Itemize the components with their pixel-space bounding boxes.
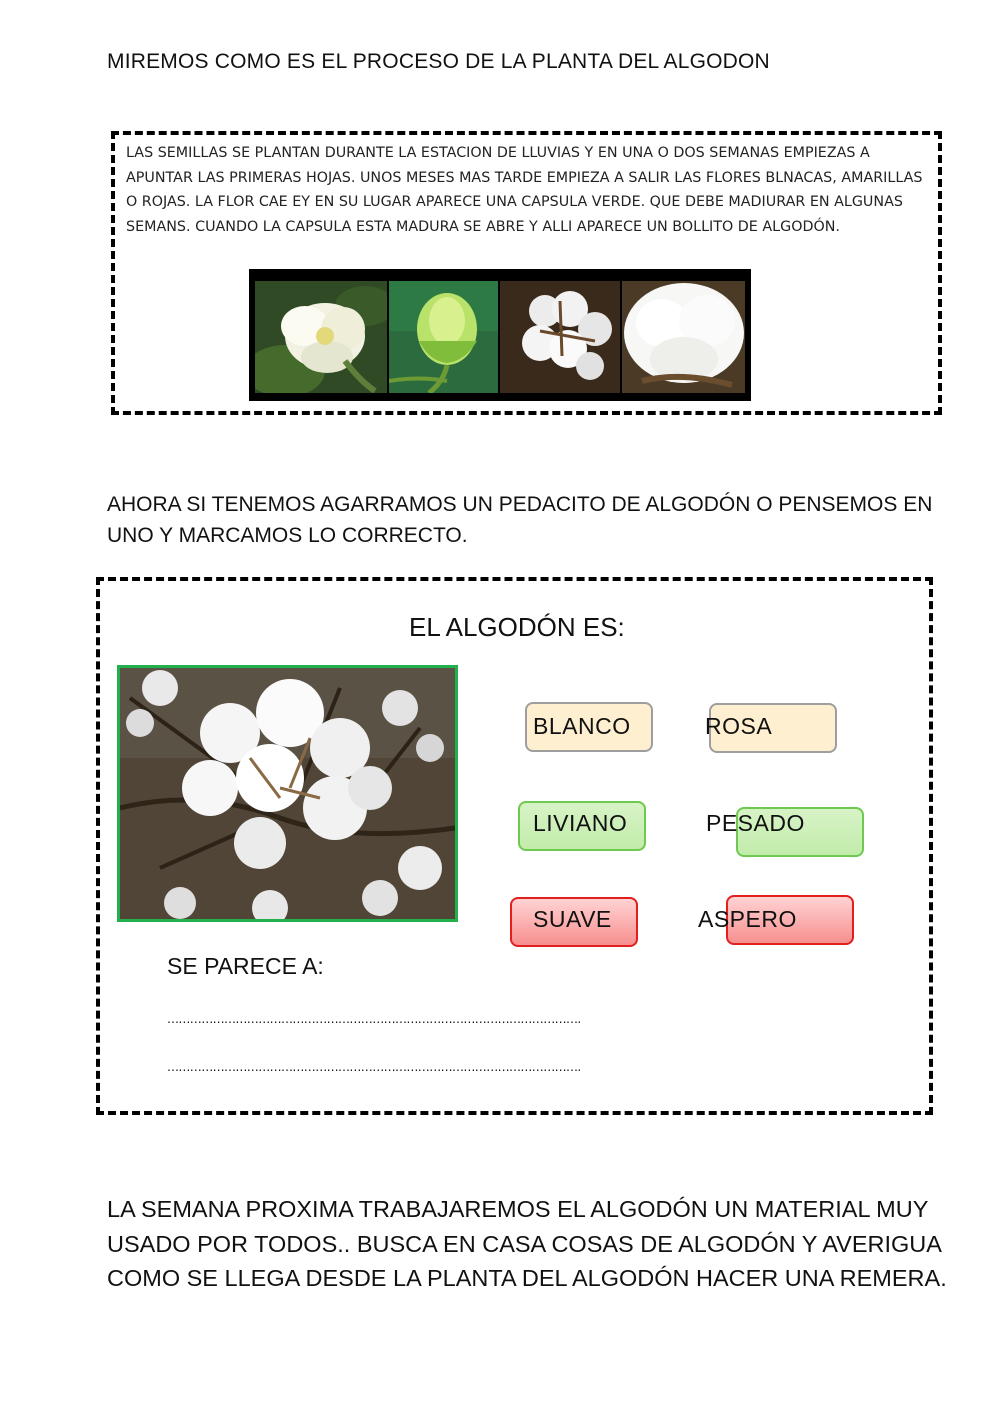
cotton-capsule-image (389, 281, 498, 393)
option-suave[interactable]: SUAVE (533, 906, 612, 932)
option-liviano[interactable]: LIVIANO (533, 810, 628, 836)
option-rosa[interactable]: ROSA (705, 713, 773, 739)
instruction-text: AHORA SI TENEMOS AGARRAMOS UN PEDACITO DE ALGODÓN O PENSEMOS EN UNO Y MARCAMOS LO CORRECTO. (107, 493, 933, 547)
similar-label: SE PARECE A: (167, 953, 324, 979)
option-pesado[interactable]: PESADO (706, 810, 805, 836)
option-blanco[interactable]: BLANCO (533, 713, 631, 739)
process-description: LAS SEMILLAS SE PLANTAN DURANTE LA ESTACION DE LLUVIAS Y EN UNA O DOS SEMANAS EMPIEZAS A APUNTAR LAS PRIMERAS HOJAS. UNOS MESES MAS TARDE EMPIEZA A SALIR LAS FLORES BLNACAS, AMARILLAS O ROJAS. LA FLOR CAE EY EN SU LUGAR APARECE UNA CAPSULA VERDE. QUE DEBE MADIURAR EN ALGUNAS SEMANS. CUANDO LA CAPSULA ESTA MADURA SE ABRE Y ALLI APARECE UN BOLLITO DE ALGODÓN. (126, 145, 923, 235)
closing-text: LA SEMANA PROXIMA TRABAJAREMOS EL ALGODÓN UN MATERIAL MUY USADO POR TODOS.. BUSCA EN CASA COSAS DE ALGODÓN Y AVERIGUA COMO SE LLEGA DESDE LA PLANTA DEL ALGODÓN HACER UNA REMERA. (107, 1196, 947, 1291)
option-aspero[interactable]: ASPERO (698, 906, 797, 932)
answer-line-1[interactable]: ………………………………………………………………………………………………. (167, 1012, 581, 1026)
answer-line-2[interactable]: ………………………………………………………………………………………………. (167, 1060, 581, 1074)
page-heading: MIREMOS COMO ES EL PROCESO DE LA PLANTA DEL ALGODON (107, 50, 770, 73)
cotton-boll-opening-image (500, 281, 620, 393)
cotton-flower-image (255, 281, 387, 393)
cotton-plant-photo (117, 665, 458, 922)
activity-title: EL ALGODÓN ES: (409, 612, 625, 642)
cotton-ball-image (622, 281, 745, 393)
cotton-stages-image-strip (249, 269, 751, 401)
